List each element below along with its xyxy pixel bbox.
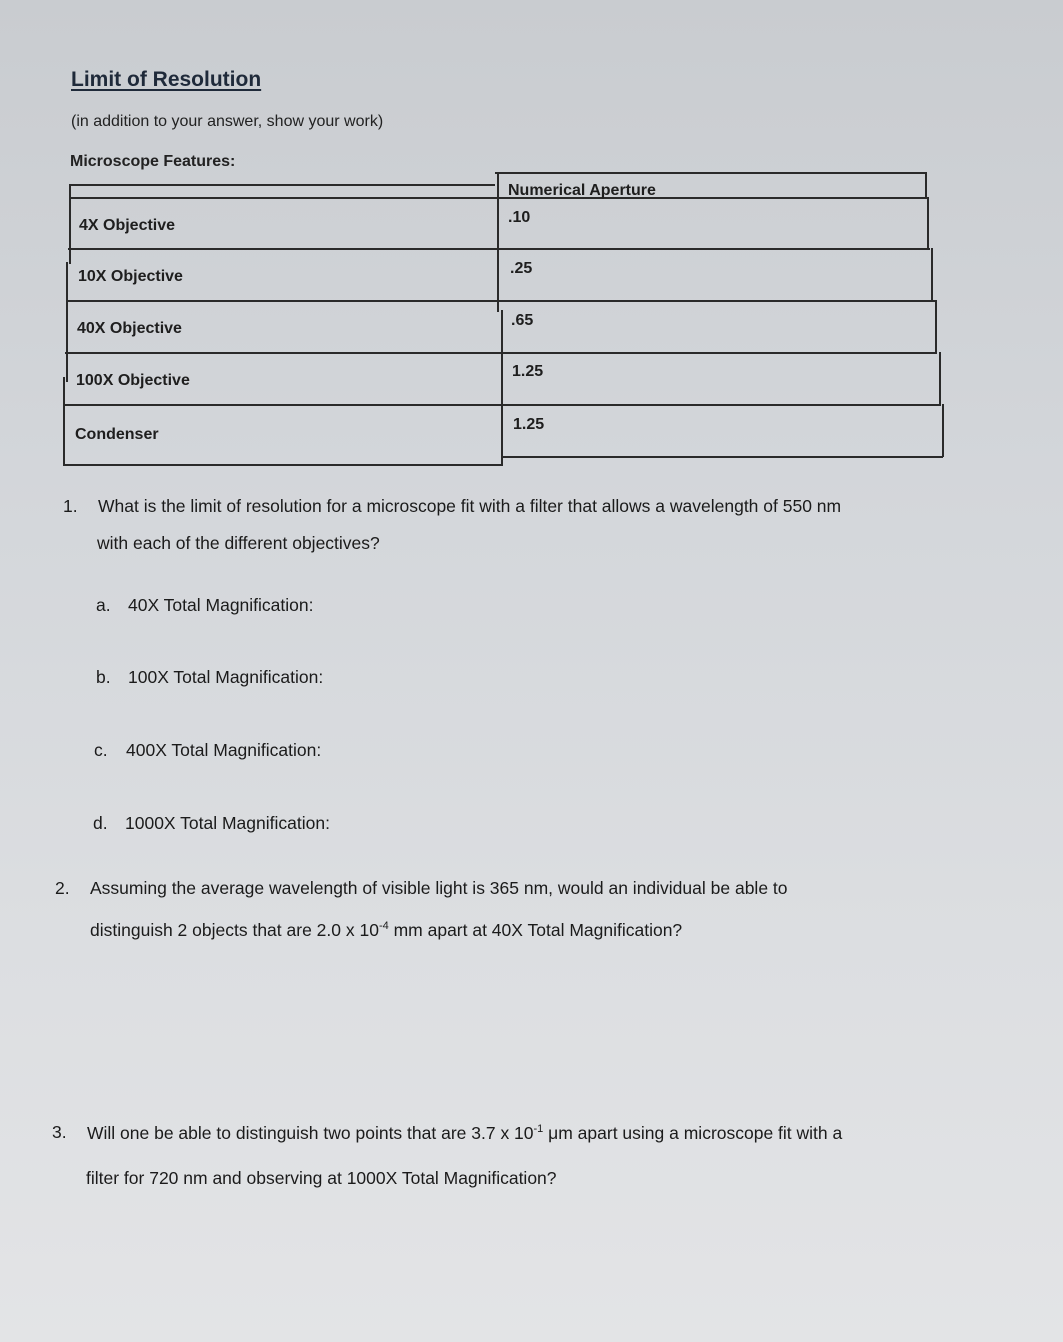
table-border: [69, 184, 71, 264]
objective-label: 10X Objective: [78, 268, 183, 285]
question-text: with each of the different objectives?: [97, 533, 380, 553]
question-text: filter for 720 nm and observing at 1000X Total Magnification?: [86, 1168, 557, 1188]
question-3: [52, 1124, 1012, 1194]
table-border: [67, 300, 935, 302]
table-border: [497, 172, 499, 312]
question-1a: [96, 595, 314, 616]
objective-label: 40X Objective: [77, 320, 182, 337]
table-border: [69, 184, 495, 186]
table-border: [925, 172, 927, 197]
objective-label: 4X Objective: [79, 217, 176, 234]
part-text: 400X Total Magnification:: [126, 740, 322, 760]
question-number: 2.: [55, 878, 70, 898]
instructions: (in addition to your answer, show your work): [71, 113, 384, 130]
table-border: [942, 404, 944, 457]
question-1b: [96, 667, 323, 688]
question-1c: [94, 740, 321, 761]
aperture-value: 1.25: [512, 363, 544, 380]
exponent: -4: [378, 920, 389, 932]
text-segment: mm apart at 40X Total Magnification?: [388, 920, 683, 940]
part-text: 40X Total Magnification:: [128, 595, 314, 615]
aperture-value: 1.25: [513, 416, 545, 433]
part-letter: a.: [96, 595, 111, 615]
table-border: [927, 197, 929, 249]
table-border: [935, 300, 937, 354]
aperture-value: .65: [511, 312, 534, 329]
question-text: [90, 921, 682, 940]
question-number: 3.: [52, 1122, 67, 1142]
features-table: [63, 172, 943, 466]
table-border: [63, 377, 65, 466]
features-label: Microscope Features:: [70, 153, 236, 170]
objective-label: 100X Objective: [76, 372, 190, 389]
aperture-value: .10: [508, 209, 531, 226]
part-letter: d.: [93, 813, 108, 833]
table-border: [931, 248, 933, 302]
question-text: Assuming the average wavelength of visible light is 365 nm, would an individual be able to: [90, 878, 788, 898]
question-text: [87, 1124, 842, 1143]
table-border: [66, 262, 68, 382]
question-1: [63, 498, 963, 558]
text-segment: Will one be able to distinguish two points that are 3.7 x 10: [87, 1123, 534, 1143]
part-text: 1000X Total Magnification:: [125, 813, 330, 833]
page-title: Limit of Resolution: [71, 68, 262, 91]
condenser-label: Condenser: [75, 426, 159, 443]
table-border: [503, 456, 943, 458]
table-border: [939, 352, 941, 406]
part-letter: c.: [94, 740, 108, 760]
part-text: 100X Total Magnification:: [128, 667, 324, 687]
aperture-value: .25: [510, 260, 533, 277]
table-border: [63, 464, 503, 466]
exponent: -1: [533, 1123, 544, 1135]
table-border: [495, 172, 925, 174]
text-segment: distinguish 2 objects that are 2.0 x 10: [90, 920, 379, 940]
question-2: [55, 880, 955, 950]
table-border: [501, 310, 503, 466]
numerical-aperture-header: Numerical Aperture: [508, 182, 656, 199]
part-letter: b.: [96, 667, 111, 687]
text-segment: μm apart using a microscope fit with a: [543, 1123, 843, 1143]
question-text: What is the limit of resolution for a microscope fit with a filter that allows a wavelength of 550 nm: [98, 496, 842, 516]
question-1d: [93, 813, 330, 834]
table-border: [68, 248, 930, 250]
question-number: 1.: [63, 496, 78, 516]
